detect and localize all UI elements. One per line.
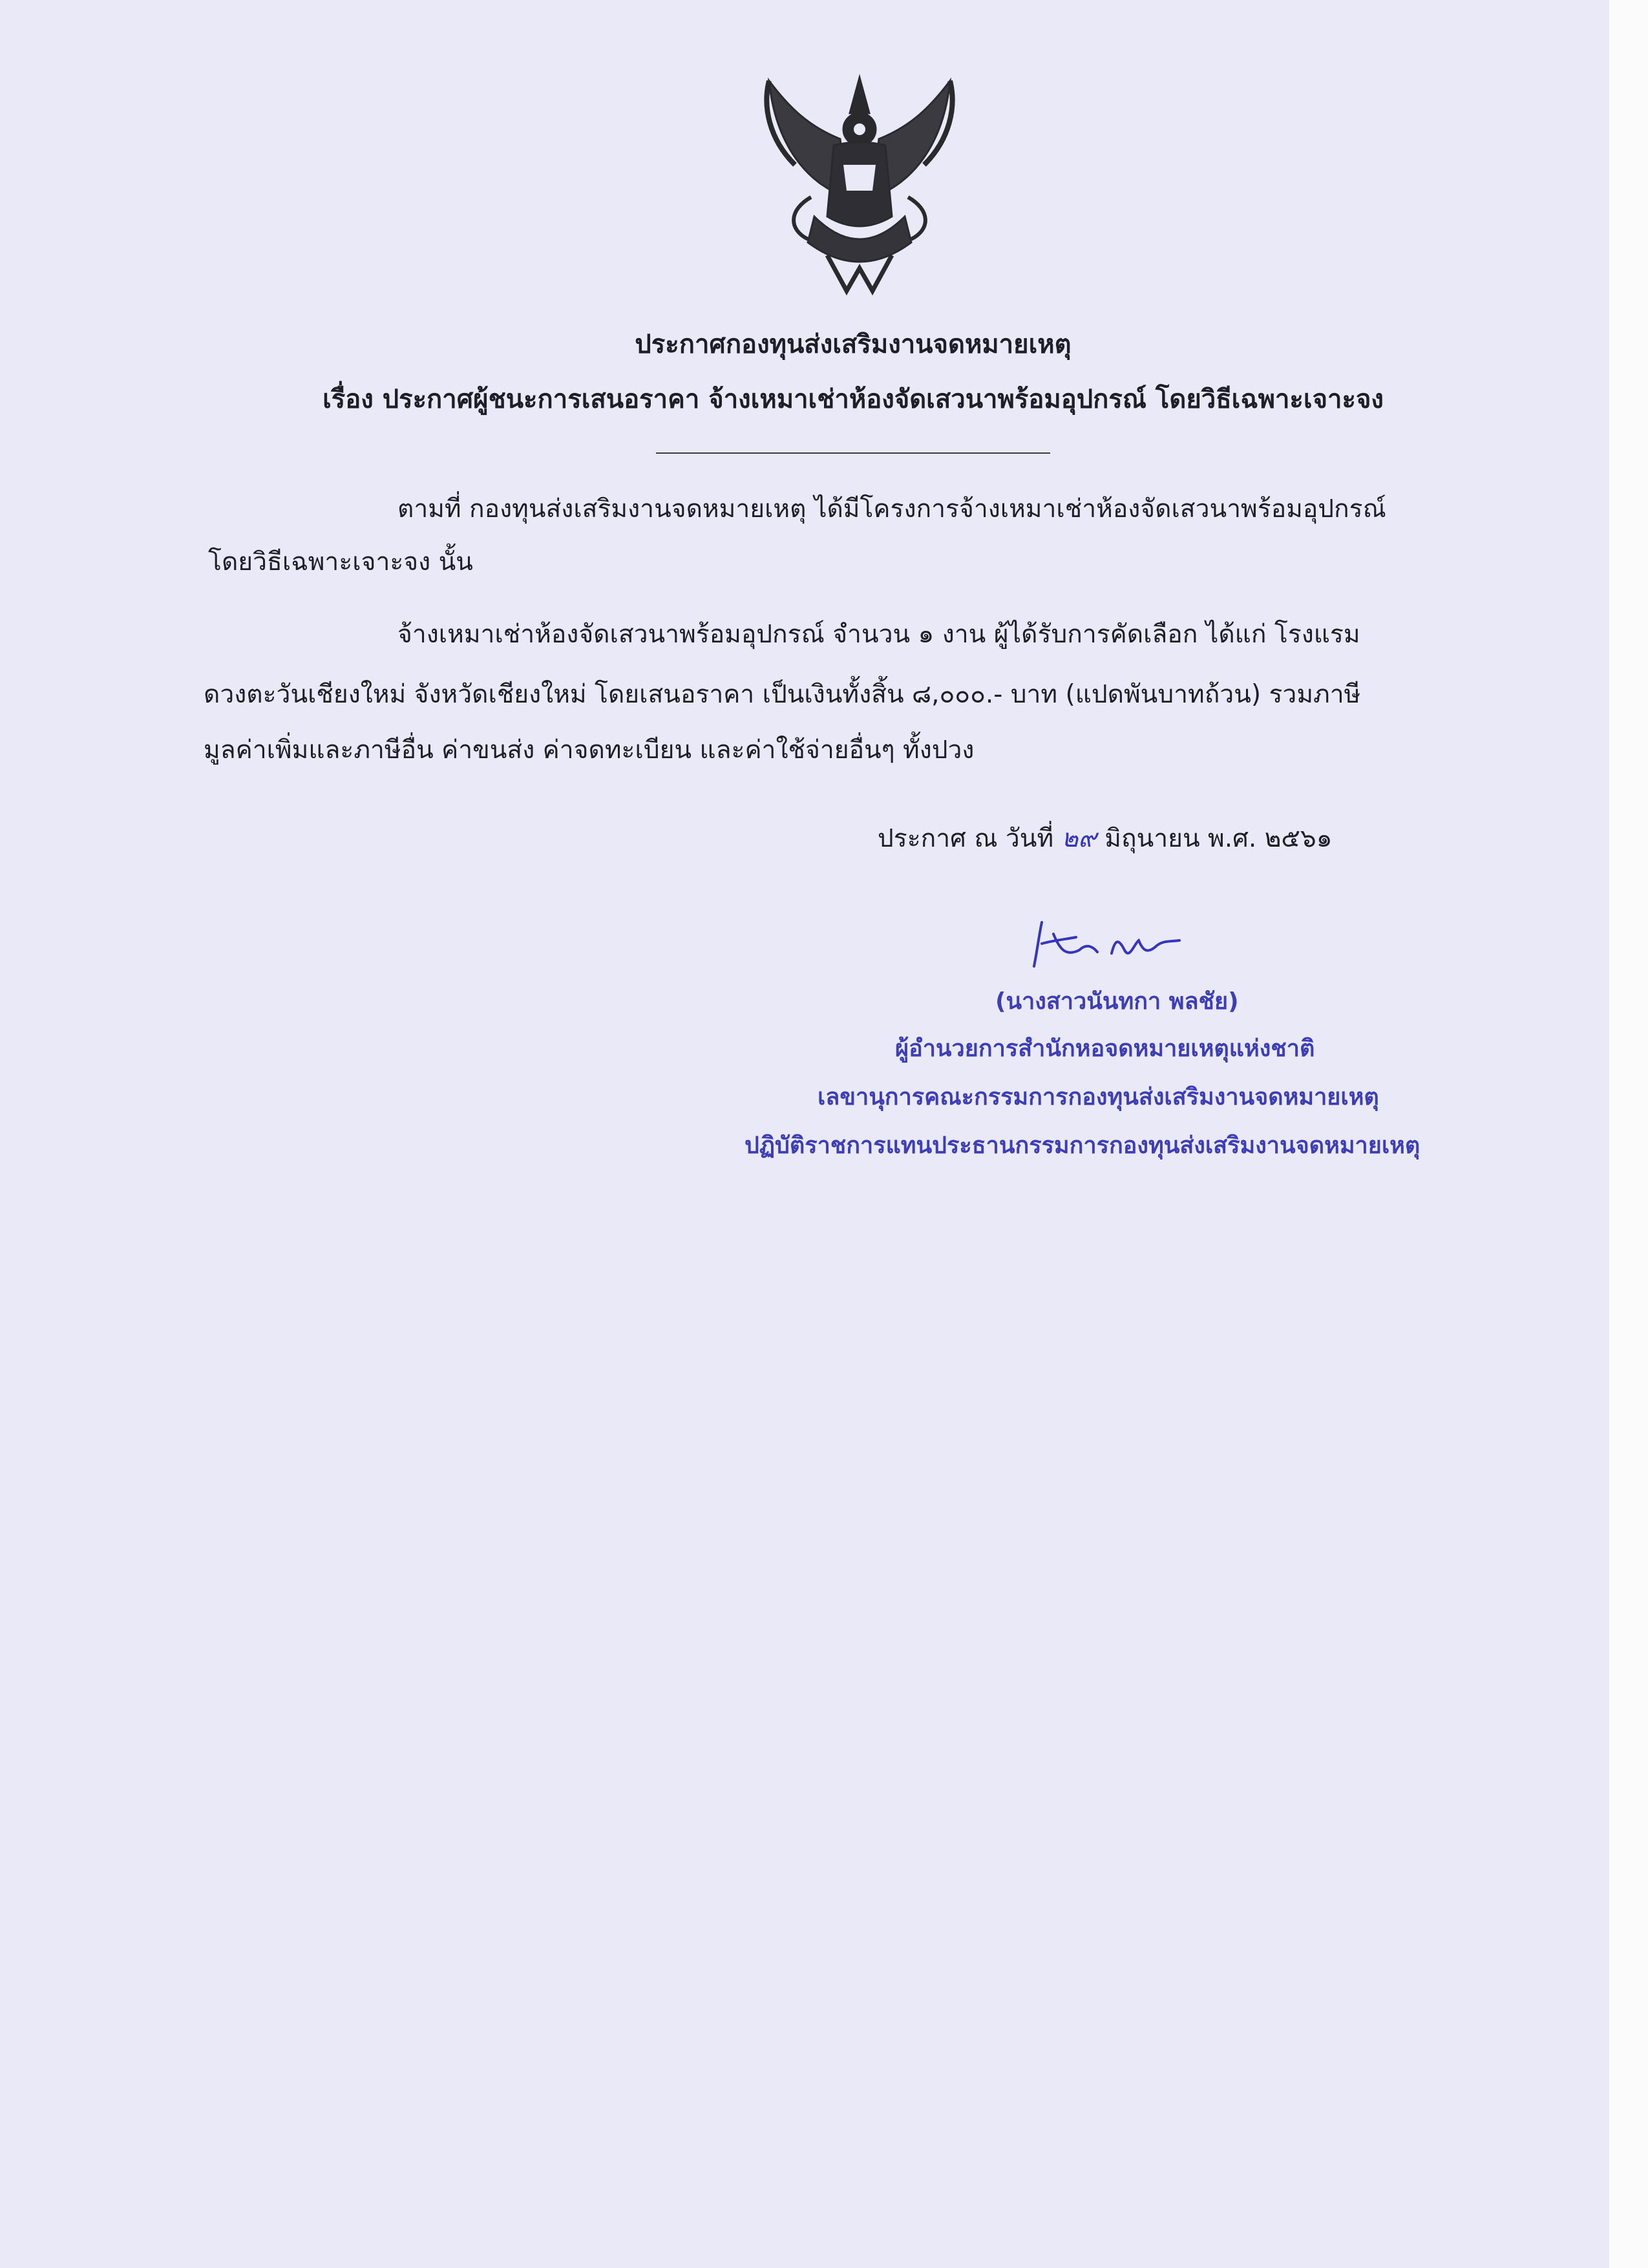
para2-line1: จ้างเหมาเช่าห้องจัดเสวนาพร้อมอุปกรณ์ จำนวน ๑ งาน ผู้ได้รับการคัดเลือก ได้แก่ โรงแรม	[397, 620, 1360, 649]
para2-line2: ดวงตะวันเชียงใหม่ จังหวัดเชียงใหม่ โดยเสนอราคา เป็นเงินทั้งสิ้น ๘,๐๐๐.- บาท (แปดพันบาทถ้วน) รวมภาษี	[204, 680, 1361, 709]
title-underline	[656, 452, 1050, 454]
para1-line2: โดยวิธีเฉพาะเจาะจง นั้น	[208, 547, 473, 577]
date-day-handwritten: ๒๙	[1061, 824, 1097, 853]
garuda-emblem-icon	[750, 68, 969, 301]
para2-line3: มูลค่าเพิ่มและภาษีอื่น ค่าขนส่ง ค่าจดทะเบียน และค่าใช้จ่ายอื่นๆ ทั้งปวง	[204, 736, 975, 765]
signatory-position-3: ปฏิบัติราชการแทนประธานกรรมการกองทุนส่งเสริมงานจดหมายเหตุ	[745, 1132, 1421, 1159]
scan-margin	[1609, 0, 1648, 2268]
para1-line1: ตามที่ กองทุนส่งเสริมงานจดหมายเหตุ ได้มีโครงการจ้างเหมาเช่าห้องจัดเสวนาพร้อมอุปกรณ์	[397, 494, 1386, 524]
document-title: ประกาศกองทุนส่งเสริมงานจดหมายเหตุ	[635, 330, 1072, 359]
signatory-position-1: ผู้อำนวยการสำนักหอจดหมายเหตุแห่งชาติ	[895, 1035, 1315, 1062]
document-subject: เรื่อง ประกาศผู้ชนะการเสนอราคา จ้างเหมาเช่าห้องจัดเสวนาพร้อมอุปกรณ์ โดยวิธีเฉพาะเจาะจง	[322, 385, 1384, 414]
announcement-date	[878, 826, 1332, 851]
date-month-year: มิถุนายน พ.ศ. ๒๕๖๑	[1104, 824, 1333, 853]
signatory-position-2: เลขานุการคณะกรรมการกองทุนส่งเสริมงานจดหมายเหตุ	[818, 1084, 1379, 1110]
date-prefix: ประกาศ ณ วันที่	[878, 824, 1054, 853]
handwritten-signature	[1028, 915, 1183, 976]
signatory-name: (นางสาวนันทกา พลชัย)	[995, 988, 1239, 1015]
